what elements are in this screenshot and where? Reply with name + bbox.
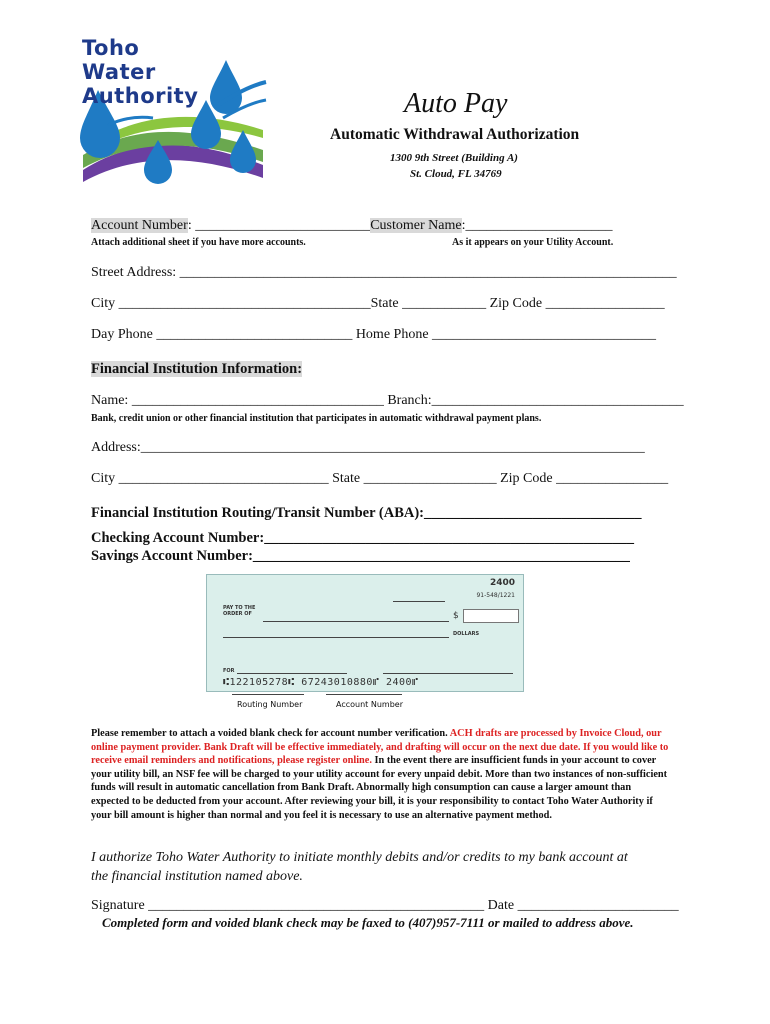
notice-part-3: In the event there are insufficient funds in your account to cover your utility bill, an NSF fee will be charged to your utility account for every unpaid debit. More than two instances of non-sufficient funds will result in automatic cancellation from Bank Draft. Abnormally high consumption can cause a larger amount than expected to be deducted from your account. After reviewing your bill, it is your responsibility to contact Toho Water Authority if your bill amount is higher than normal and you feel it is necessary to use an alternative payment method.: [91, 755, 668, 821]
check-fraction: 91-548/1221: [476, 592, 515, 599]
bank-name-branch-field[interactable]: Name: ____________________________________ Branch:____________________________________: [91, 393, 684, 408]
check-pay-label: PAY TO THE ORDER OF: [223, 605, 256, 617]
street-address-field[interactable]: Street Address: _______________________________________________________________________: [91, 265, 677, 280]
financial-heading-text: Financial Institution Information:: [91, 361, 303, 377]
notice-part-1: Please remember to attach a voided blank check for account number verification.: [91, 728, 450, 739]
footer-instructions: Completed form and voided blank check may be faxed to (407)957-7111 or mailed to address above.: [102, 915, 634, 930]
account-number-label: Account Number: [91, 218, 188, 233]
routing-number-caption: Routing Number: [237, 700, 303, 709]
checking-account-field[interactable]: Checking Account Number:___________________________________________________: [91, 530, 634, 546]
check-memo-line: [237, 673, 347, 674]
customer-name-label: Customer Name: [370, 218, 462, 233]
logo-text-line1: Toho: [82, 36, 140, 60]
bank-address-field[interactable]: Address:________________________________________________________________________: [91, 440, 645, 455]
notice-part-2-red: ACH drafts are processed by Invoice Cloud, our online payment provider. Bank Draft will be effective immediately, and drafting will occur on the next due date. If you would like to receive email reminders and notifications, please register online.: [91, 728, 669, 767]
form-title: Auto Pay: [404, 88, 508, 119]
logo-text-line3: Authority: [82, 84, 199, 108]
account-note: Attach additional sheet if you have more accounts.: [91, 237, 306, 248]
phone-fields[interactable]: Day Phone ____________________________ Home Phone ________________________________: [91, 327, 657, 342]
sample-check-image: [206, 574, 524, 692]
check-amount-box: [463, 609, 519, 623]
routing-number-field[interactable]: Financial Institution Routing/Transit Number (ABA):______________________________: [91, 505, 642, 521]
routing-bracket: [232, 694, 304, 695]
address-line-1: 1300 9th Street (Building A): [390, 152, 518, 164]
check-number: 2400: [489, 578, 515, 588]
signature-date-field[interactable]: Signature ________________________________________________ Date _______________________: [91, 898, 679, 913]
check-dollars-label: DOLLARS: [453, 631, 480, 637]
form-subtitle: Automatic Withdrawal Authorization: [330, 126, 580, 143]
account-number-field[interactable]: : _________________________: [187, 218, 371, 233]
account-number-row[interactable]: [91, 218, 612, 234]
customer-name-note: As it appears on your Utility Account.: [452, 237, 614, 248]
notice-paragraph: [91, 727, 671, 822]
address-line-2: St. Cloud, FL 34769: [410, 168, 502, 180]
check-micr-line: ⑆122105278⑆ 67243010880⑈ 2400⑈: [223, 677, 419, 688]
authorization-line-1: I authorize Toho Water Authority to initiate monthly debits and/or credits to my bank account at: [91, 850, 628, 865]
account-bracket: [326, 694, 402, 695]
check-dollar-sign: $: [453, 611, 459, 621]
bank-city-state-zip-field[interactable]: City ______________________________ State ___________________ Zip Code ________________: [91, 471, 669, 486]
check-amount-words-line: [223, 637, 449, 638]
savings-account-field[interactable]: Savings Account Number:____________________________________________________: [91, 548, 630, 564]
check-signature-line: [383, 673, 513, 674]
authorization-statement: [91, 848, 691, 886]
check-date-line: [393, 601, 445, 602]
account-number-caption: Account Number: [336, 700, 403, 709]
customer-name-field[interactable]: :_____________________: [461, 218, 613, 233]
financial-heading: [91, 361, 302, 378]
city-state-zip-field[interactable]: City ____________________________________State ____________ Zip Code _________________: [91, 296, 665, 311]
authorization-line-2: the financial institution named above.: [91, 869, 303, 884]
logo-text-line2: Water: [82, 60, 156, 84]
check-for-label: FOR: [223, 668, 235, 674]
check-payee-line: [263, 621, 449, 622]
bank-note: Bank, credit union or other financial institution that participates in automatic withdrawal payment plans.: [91, 413, 542, 424]
